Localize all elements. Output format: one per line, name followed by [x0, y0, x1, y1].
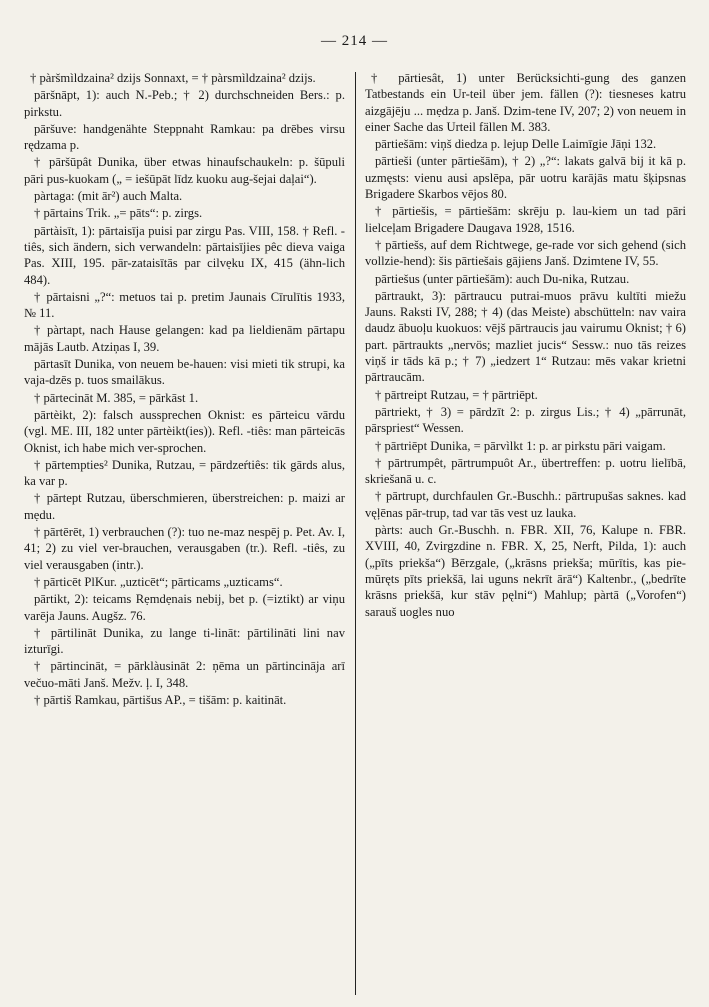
- page-number: — 214 —: [321, 33, 388, 49]
- dictionary-entry: † pārtiešis, = pārtiešām: skrēju p. lau-kiem un tad pāri lielceļam Brigadere Daugava 1928, 1516.: [365, 204, 686, 235]
- dictionary-entry: pārtriekt, † 3) = pārdzīt 2: p. zirgus Lis.; † 4) „pārrunāt, pārspriest“ Wessen.: [365, 404, 686, 436]
- dictionary-entry: pārtàisīt, 1): pārtaisīja puisi par zirgu Pas. VIII, 158. † Refl. -tiês, sich ändern, sich verwandeln: pārtaisījies pêc dieva vaiga Pas. XIII, 195. pār-zataisītās par cilvẹku IX, 415 (ähn-lich 484).: [24, 223, 345, 287]
- dictionary-entry: pārtraukt, 3): pārtraucu putrai-muos prāvu kultīti miežu Jauns. Raksti IV, 288; † 4) (das Meiste) abschütteln: nav vaira daudz ābuoļu kuokuos: vējš pārtraucis jau vairumu Oknist; † 6) part. pārtraukts „nervös; mazliet jucis“ Sessw.: nuo tās reizes viņš ir tāds kā p.; † 7) „iedzert 1“ Rutzau: mēs vakar krietni pārtraucām.: [365, 288, 686, 385]
- dictionary-entry: † pàrtapt, nach Hause gelangen: kad pa lieldienām pārtapu mājās Lautb. Atziņas I, 39.: [24, 323, 345, 354]
- dictionary-entry: † pārticēt PlKur. „uzticēt“; pārticams „uzticams“.: [34, 574, 283, 589]
- dictionary-entry: † pārtriēpt Dunika, = pārvìlkt 1: p. ar pirkstu pāri vaigam.: [375, 438, 666, 453]
- dictionary-entry: pāršnāpt, 1): auch N.-Peb.; † 2) durchschneiden Bers.: p. pirkstu.: [24, 88, 345, 119]
- dictionary-entry: pàrts: auch Gr.-Buschh. n. FBR. XII, 76, Kalupe n. FBR. XVIII, 40, Zvirgzdine n. FBR. X, 25, Nerft, Pilda, 1): auch („pīts priekša“) Bērzgale, („krāsns priekša; mūrītis, kas pie-mūręts pīts priekšā, lai uguns nekrīt ārā“) Kaltenbr., („bedrīte krāsns priekšā, kur stāv pęlni“) Mahlup; pàrtā („Vorofen“) sarauš uogles nuo: [365, 523, 686, 619]
- dictionary-entry: pārtikt, 2): teicams Rẹmdẹnais nebij, bet p. (=iztikt) ar viņu varēja Jauns. Augšz. 76.: [24, 592, 345, 623]
- dictionary-entry: † pārtreipt Rutzau, = † pārtriēpt.: [375, 387, 538, 402]
- dictionary-entry: pārtieši (unter pārtiešām), † 2) „?“: lakats galvā bij it kā p. uzmęsts: vienu ausi apslēpa, pār uotru karājās matu šķipsnas Brigadere Skarbos vējos 80.: [365, 154, 686, 202]
- dictionary-entry: pārtiešām: viņš diedza p. lejup Delle Laimīgie Jāņi 132.: [375, 137, 657, 152]
- dictionary-entry: † pārtērēt, 1) verbrauchen (?): tuo ne-maz nespēj p. Pet. Av. I, 41; 2) zu viel ver-brauchen, verausgaben (tr.). Refl. -tiês, zu viel verausgaben (intr.).: [24, 525, 345, 572]
- dictionary-entry: pārtasīt Dunika, von neuem be-hauen: visi mieti tik strupi, ka vaja-dzēs p. tuos smailākus.: [24, 357, 345, 388]
- dictionary-entry: † pārtrumpêt, pārtrumpuôt Ar., übertreffen: p. uotru lielībā, skriešanā u. c.: [365, 455, 686, 487]
- dictionary-entry: † pārtrupt, durchfaulen Gr.-Buschh.: pārtrupušas saknes. kad vęļēnas pār-trup, tad var tās vest uz lauka.: [365, 489, 686, 520]
- dictionary-entry: † pārtept Rutzau, überschmieren, überstreichen: p. maizi ar mẹdu.: [24, 491, 345, 522]
- dictionary-entry: † pārtaisni „?“: metuos tai p. pretim Jaunais Cīrulītis 1933, № 11.: [24, 289, 345, 321]
- left-column: [24, 70, 345, 995]
- dictionary-entry: † pārtiešs, auf dem Richtwege, ge-rade vor sich gehend (sich vollzie-hend): šis pārtiešais gājiens Janš. Dzimtene IV, 55.: [365, 237, 686, 269]
- dictionary-entry: † pārtincināt, = pārklàusināt 2: ņēma un pārtincināja arī večuo-māti Janš. Mežv. ļ. I, 348.: [24, 659, 345, 690]
- dictionary-entry: † pāršūpât Dunika, über etwas hinaufschaukeln: p. šūpuli pāri pus-kuokam („ = iešūpāt līdz kuoku aug-šejai daļai“).: [24, 155, 345, 186]
- dictionary-entry: † pàršmìldzaina² dzijs Sonnaxt, = † pàrsmìldzaina² dzijs.: [30, 71, 316, 85]
- right-column: [365, 70, 686, 995]
- dictionary-entry: pàrtaga: (mit ār²) auch Malta.: [34, 189, 183, 204]
- dictionary-entry: † pārtiš Ramkau, pārtišus AP., = tišām: p. kaitināt.: [34, 692, 287, 707]
- column-divider: [355, 72, 356, 995]
- dictionary-entry: † pārtains Trik. „= pāts“: p. zirgs.: [34, 206, 203, 221]
- dictionary-entry: † pārtecināt M. 385, = pārkāst 1.: [34, 390, 199, 405]
- dictionary-entry: pārtiešus (unter pārtiešām): auch Du-nika, Rutzau.: [375, 271, 630, 286]
- dictionary-entry: † pārtempties² Dunika, Rutzau, = pārdzeŕtiês: tik gārds alus, ka var p.: [24, 457, 345, 489]
- dictionary-entry: † pārtiesât, 1) unter Berücksichti-gung des ganzen Tatbestands ein Ur-teil über jem. fällen (?): tiesneses katru aizgājēju ... mẹdza p. Janš. Dzim-tene IV, 207; 2) von neuem in einer Sache das Urteil fällen M. 383.: [365, 71, 686, 134]
- dictionary-entry: pārtèikt, 2): falsch aussprechen Oknist: es pārteicu vārdu (vgl. ME. III, 182 unter pārtèikt(ies)). Refl. -tiês: man pārteicās Oknist, ich habe mich ver-sprochen.: [24, 407, 345, 455]
- dictionary-entry: pāršuve: handgenähte Steppnaht Ramkau: pa drēbes virsu rędzama p.: [24, 121, 345, 153]
- dictionary-entry: † pārtilināt Dunika, zu lange ti-lināt: pārtilināti lini nav izturīgi.: [24, 625, 345, 657]
- columns: [24, 70, 686, 995]
